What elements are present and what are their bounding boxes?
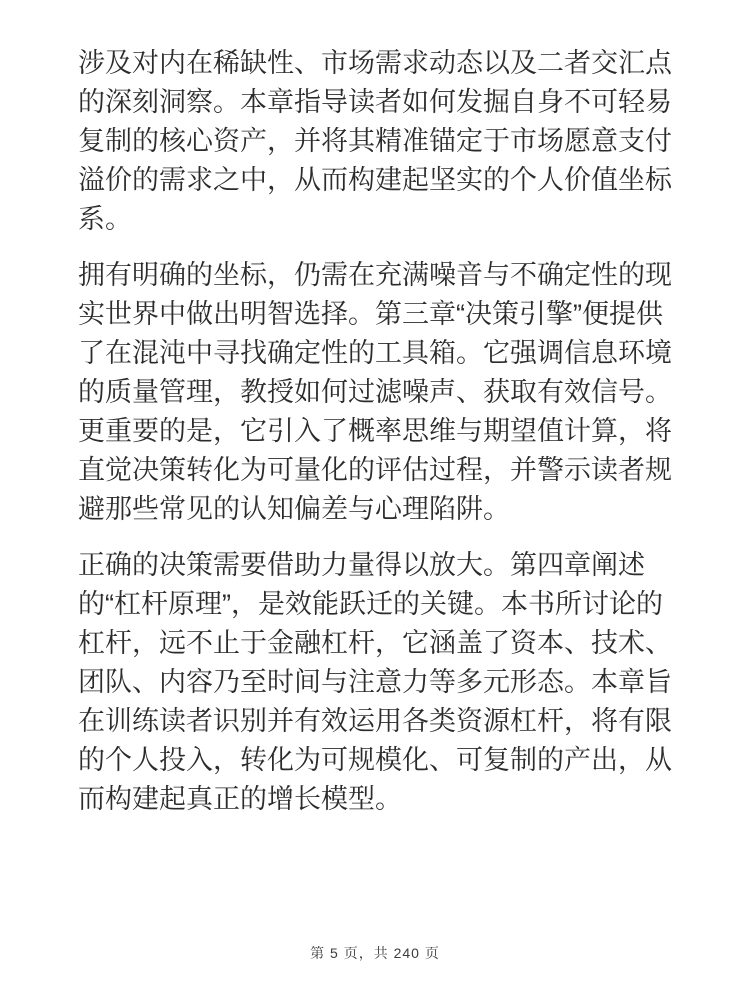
page-content: [78, 44, 672, 836]
paragraph-1: 涉及对内在稀缺性、市场需求动态以及二者交汇点的深刻洞察。本章指导读者如何发掘自身不可轻易复制的核心资产，并将其精准锚定于市场愿意支付溢价的需求之中，从而构建起坚实的个人价值坐标系。: [78, 48, 672, 234]
page-indicator: 第 5 页，共 240 页: [310, 945, 440, 961]
paragraph-2: 拥有明确的坐标，仍需在充满噪音与不确定性的现实世界中做出明智选择。第三章“决策引擎”便提供了在混沌中寻找确定性的工具箱。它强调信息环境的质量管理，教授如何过滤噪声、获取有效信号。更重要的是，它引入了概率思维与期望值计算，将直觉决策转化为可量化的评估过程，并警示读者规避那些常见的认知偏差与心理陷阱。: [78, 260, 672, 524]
paragraph-3: 正确的决策需要借助力量得以放大。第四章阐述的“杠杆原理”，是效能跃迁的关键。本书所讨论的杠杆，远不止于金融杠杆，它涵盖了资本、技术、团队、内容乃至时间与注意力等多元形态。本章旨在训练读者识别并有效运用各类资源杠杆，将有限的个人投入，转化为可规模化、可复制的产出，从而构建起真正的增长模型。: [78, 550, 672, 814]
